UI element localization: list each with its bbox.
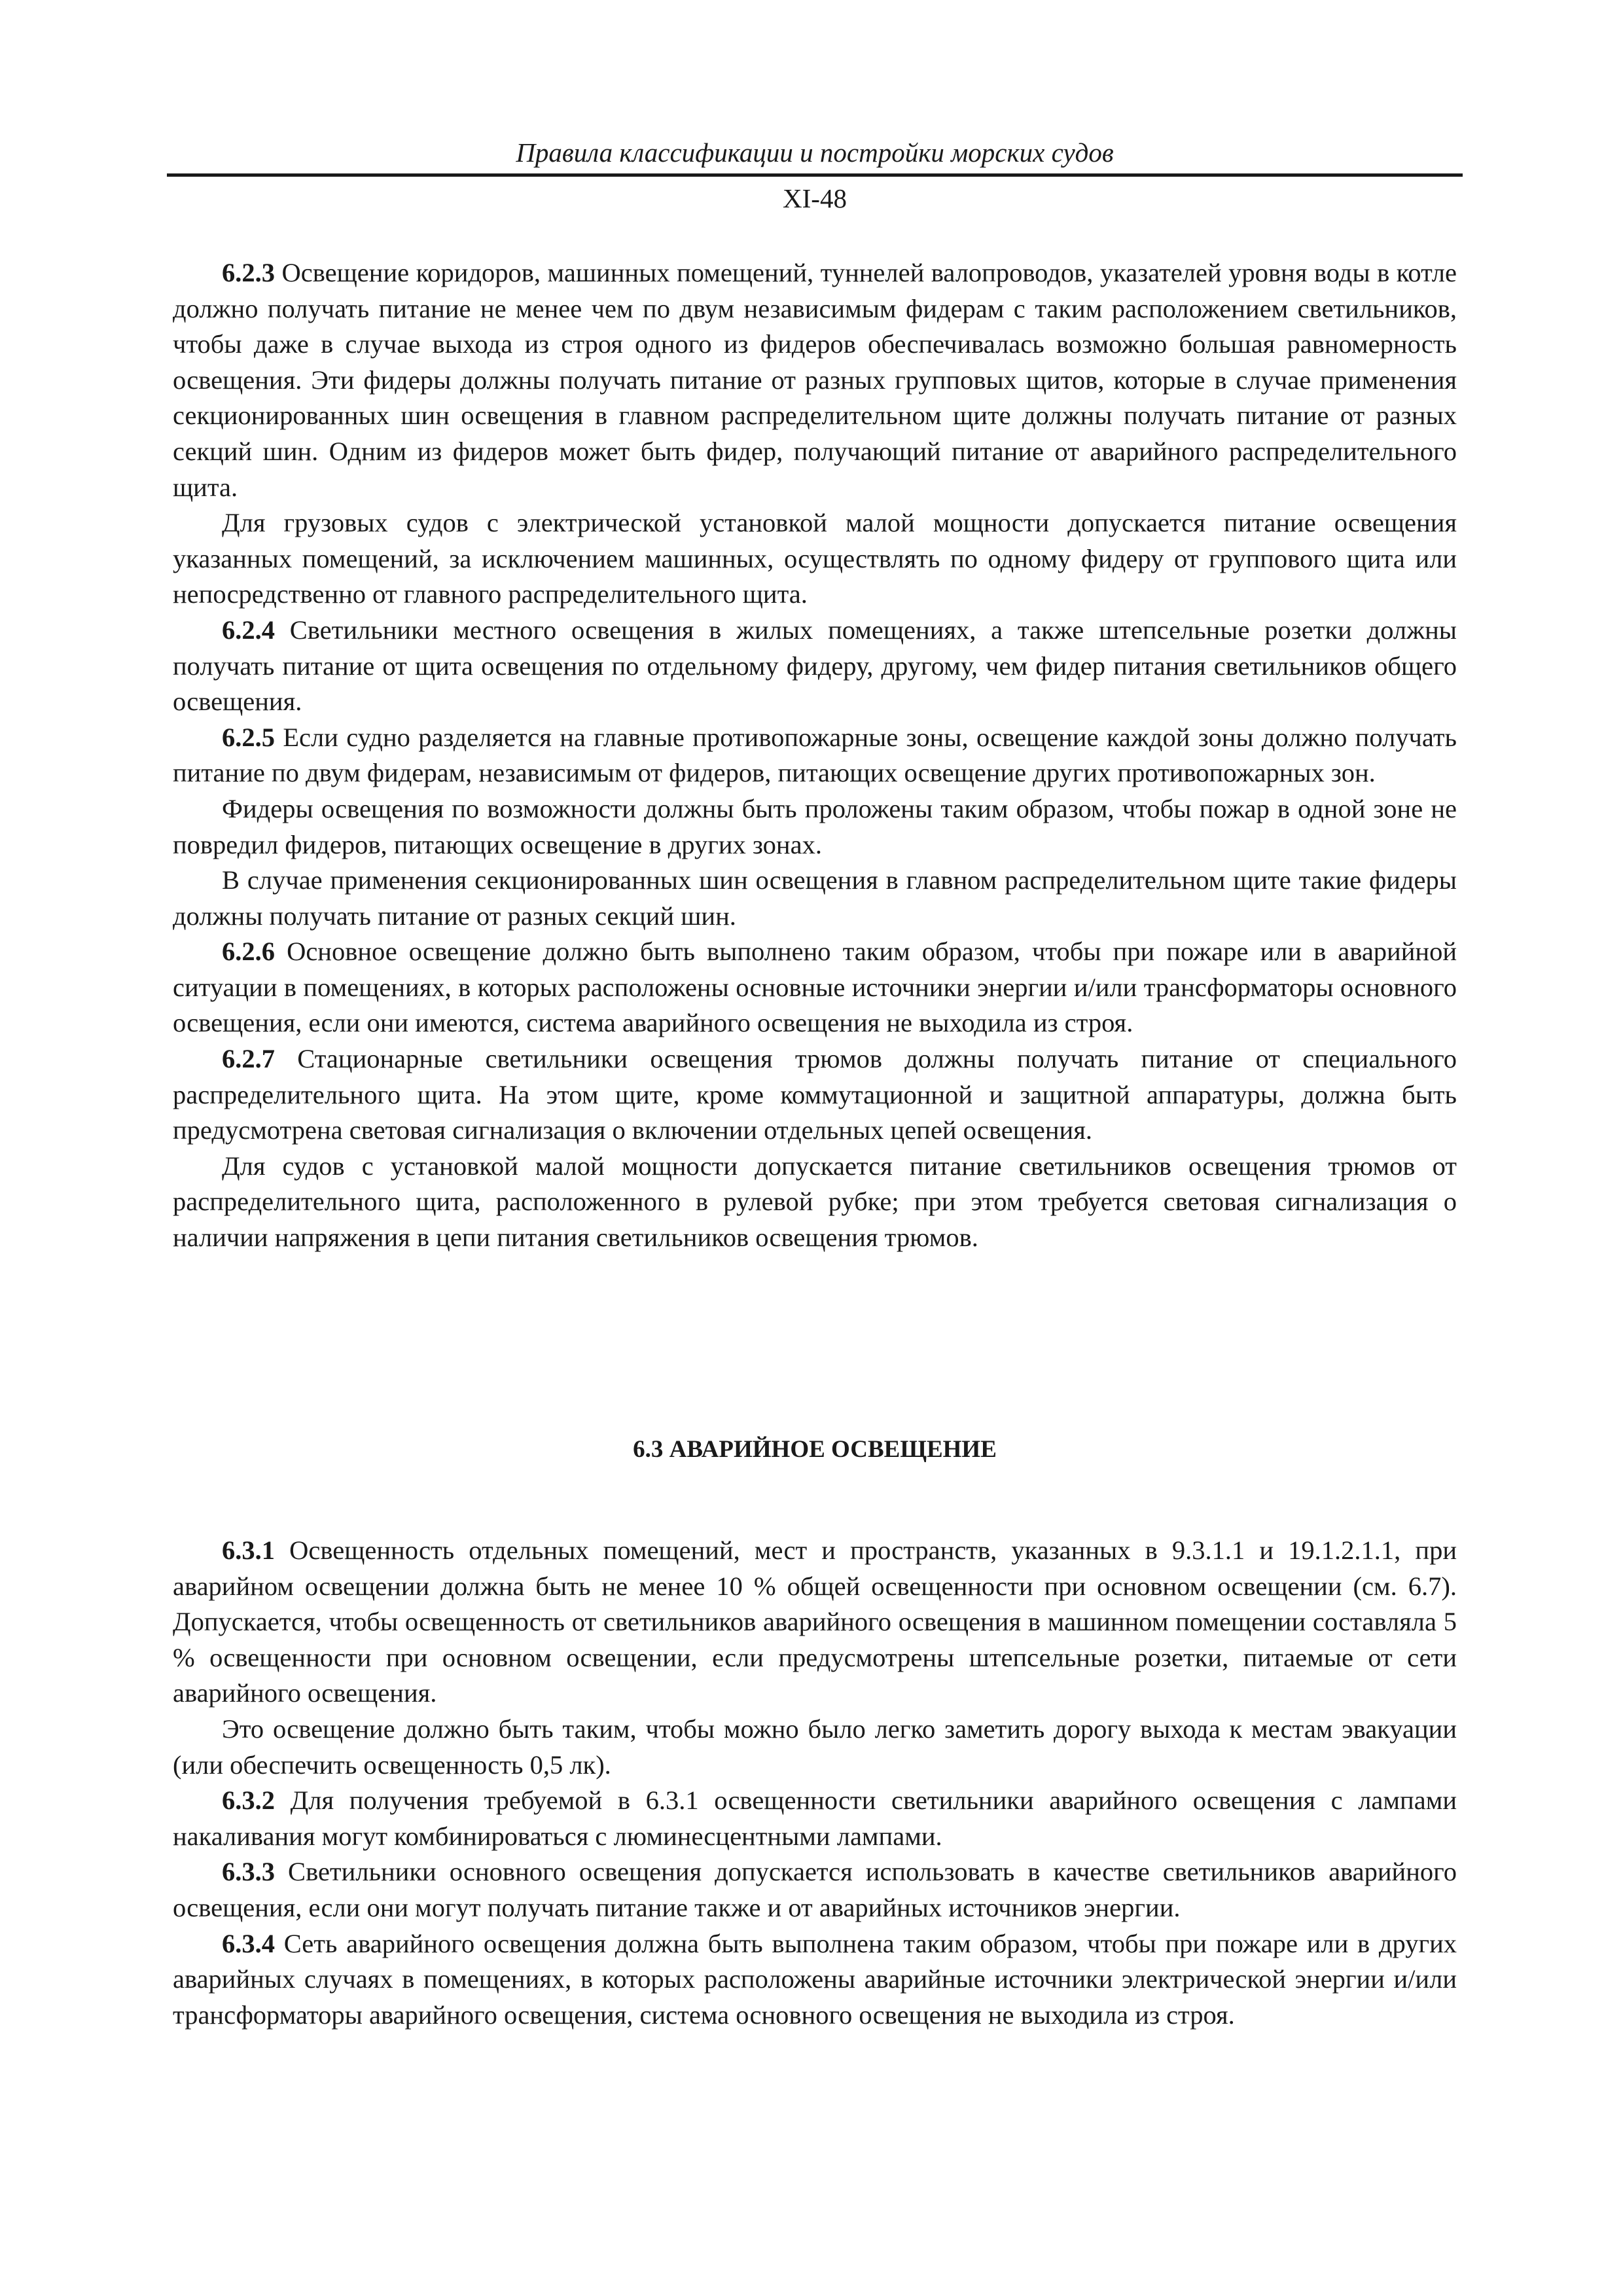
paragraph (173, 1783, 1457, 1854)
paragraph (173, 613, 1457, 720)
header-rule (167, 173, 1463, 177)
paragraph (173, 720, 1457, 791)
clause-number: 6.3.4 (222, 1928, 275, 1958)
paragraph-text: В случае применения секционированных шин освещения в главном распределительном щите такие фидеры должны получать питание от разных секций шин. (173, 865, 1457, 931)
clause-number: 6.2.4 (222, 615, 275, 645)
paragraph-text: Сеть аварийного освещения должна быть выполнена таким образом, чтобы при пожаре или в других аварийных случаях в помещениях, в которых расположены аварийные источники электрической энергии и/или трансформаторы аварийного освещения, система основного освещения не выходила из строя. (173, 1928, 1457, 2030)
paragraph (173, 1533, 1457, 1712)
paragraph-text: Светильники основного освещения допускается использовать в качестве светильников аварийного освещения, если они могут получать питание также и от аварийных источников энергии. (173, 1857, 1457, 1922)
paragraph (173, 863, 1457, 934)
paragraph (173, 255, 1457, 505)
paragraph-text: Для судов с установкой малой мощности допускается питание светильников освещения трюмов от распределительного щита, расположенного в рулевой рубке; при этом требуется световая сигнализация о наличии напряжения в цепи питания светильников освещения трюмов. (173, 1151, 1457, 1253)
paragraph (173, 1926, 1457, 2034)
clause-number: 6.3.3 (222, 1857, 275, 1887)
paragraph (173, 1041, 1457, 1149)
clause-number: 6.2.3 (222, 258, 275, 287)
paragraph-text: Стационарные светильники освещения трюмов должны получать питание от специального распределительного щита. На этом щите, кроме коммутационной и защитной аппаратуры, должна быть предусмотрена световая сигнализация о включении отдельных цепей освещения. (173, 1044, 1457, 1145)
page-number: XI-48 (783, 183, 847, 213)
paragraph-text: Основное освещение должно быть выполнено таким образом, чтобы при пожаре или в аварийной ситуации в помещениях, в которых расположены основные источники энергии и/или трансформаторы основного освещения, если они имеются, система аварийного освещения не выходила из строя. (173, 937, 1457, 1038)
paragraph-text: Для получения требуемой в 6.3.1 освещенности светильники аварийного освещения с лампами накаливания могут комбинироваться с люминесцентными лампами. (173, 1785, 1457, 1851)
paragraph-text: Освещение коридоров, машинных помещений, туннелей валопроводов, указателей уровня воды в котле должно получать питание не менее чем по двум независимым фидерам с таким расположением светильников, чтобы даже в случае выхода из строя одного из фидеров обеспечивалась возможно большая равномерность освещения. Эти фидеры должны получать питание от разных групповых щитов, которые в случае применения секционированных шин освещения в главном распределительном щите должны получать питание от разных секций шин. Одним из фидеров может быть фидер, получающий питание от аварийного распределительного щита. (173, 258, 1457, 502)
section-heading: 6.3 АВАРИЙНОЕ ОСВЕЩЕНИЕ (633, 1436, 997, 1463)
running-header: Правила классификации и постройки морских судов (516, 137, 1114, 168)
clause-number: 6.2.5 (222, 722, 275, 752)
paragraph (173, 791, 1457, 863)
clause-number: 6.2.6 (222, 937, 275, 967)
clause-number: 6.3.1 (222, 1535, 275, 1565)
paragraph (173, 934, 1457, 1041)
paragraph-text: Если судно разделяется на главные противопожарные зоны, освещение каждой зоны должно получать питание по двум фидерам, независимым от фидеров, питающих освещение других противопожарных зон. (173, 722, 1457, 788)
paragraph-text: Освещенность отдельных помещений, мест и пространств, указанных в 9.3.1.1 и 19.1.2.1.1, при аварийном освещении должна быть не менее 10 % общей освещенности при основном освещении (см. 6.7). Допускается, чтобы освещенность от светильников аварийного освещения в машинном помещении составляла 5 % освещенности при основном освещении, если предусмотрены штепсельные розетки, питаемые от сети аварийного освещения. (173, 1535, 1457, 1708)
section-6-3-text (173, 1533, 1457, 2033)
paragraph-text: Для грузовых судов с электрической установкой малой мощности допускается питание освещения указанных помещений, за исключением машинных, осуществлять по одному фидеру от группового щита или непосредственно от главного распределительного щита. (173, 508, 1457, 609)
paragraph-text: Это освещение должно быть таким, чтобы можно было легко заметить дорогу выхода к местам эвакуации (или обеспечить освещенность 0,5 лк). (173, 1713, 1457, 1780)
clause-number: 6.3.2 (222, 1785, 275, 1816)
clause-number: 6.2.7 (222, 1044, 275, 1074)
paragraph (173, 1149, 1457, 1256)
paragraph (173, 1712, 1457, 1783)
paragraph-text: Светильники местного освещения в жилых помещениях, а также штепсельные розетки должны получать питание от щита освещения по отдельному фидеру, другому, чем фидер питания светильников общего освещения. (173, 615, 1457, 717)
paragraph (173, 505, 1457, 613)
section-6-2-text (173, 255, 1457, 1256)
paragraph (173, 1854, 1457, 1926)
paragraph-text: Фидеры освещения по возможности должны быть проложены таким образом, чтобы пожар в одной зоне не повредил фидеров, питающих освещение в других зонах. (173, 793, 1457, 859)
